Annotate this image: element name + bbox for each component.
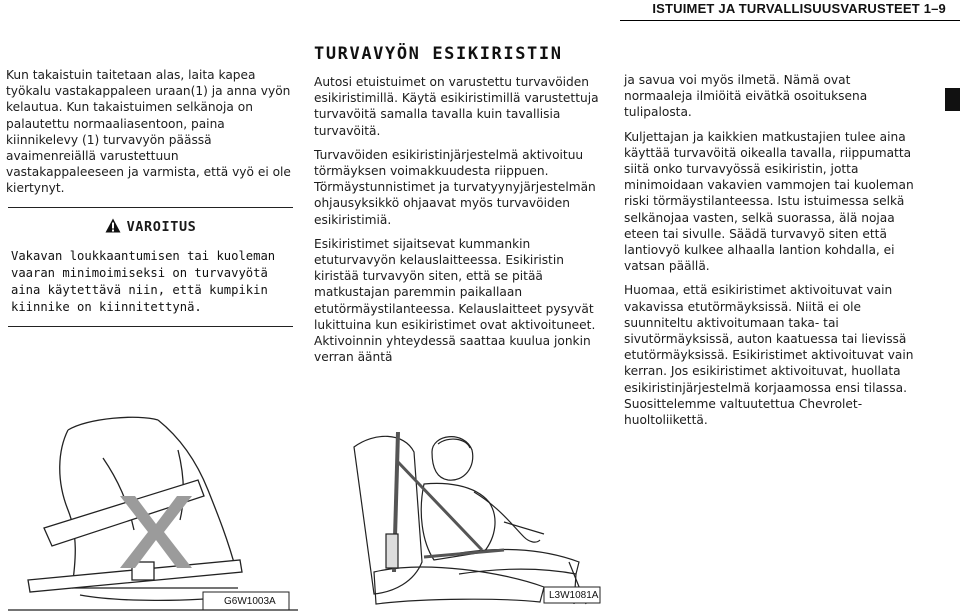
figure-code: G6W1003A [224,596,276,607]
seating-instructions: Kuljettajan ja kaikkien matkustajien tulee aina käyttää turvavöitä oikealla tavalla, riippumatta siitä onko turvavyössä esikiristin, jotta minimoidaan vakavien vammojen tai kuoleman riski törmäystilanteessa. Istu istuimessa selkä selkänojaa vasten, selkä suorassa, älä nojaa eteen tai sivulle. Säädä turvavyö siten että lantiovyö kulkee alhaalla lantion kohdalla, ei vatsan päällä. [624,129,914,274]
figure-code: L3W1081A [549,590,599,601]
warning-triangle-icon [105,218,121,237]
intro-paragraph: Kun takaistuin taitetaan alas, laita kapea työkalu vastakappaleen uraan(1) ja anna vyön kelautua. Kun takaistuimen selkänoja on palautettu normaaliasentoon, paina kiinnikelevy (1) turvavyön päässä avaimenreiällä varustettuun vastakappaleeseen ja varmista, että vyö ei ole kiertynyt. [6,68,291,196]
chapter-tab-marker [945,88,960,111]
seatbelt-misuse-illustration [8,410,298,612]
middle-column [314,74,604,373]
seated-occupant-figure [314,422,604,612]
right-column [624,72,916,436]
section-heading: TURVAVYÖN ESIKIRISTIN [314,44,563,64]
warning-text: Vakavan loukkaantumisen tai kuoleman vaaran minimoimiseksi on turvavyötä aina käytettävä niin, että kumpikin kiinnike on kiinnitettynä. [11,249,276,314]
running-header [620,0,960,21]
warning-title: VAROITUS [126,219,197,235]
seatbelt-misuse-figure [8,410,298,612]
warning-box [8,207,293,327]
running-header-title: ISTUIMET JA TURVALLISUUSVARUSTEET 1–9 [652,1,946,16]
pretensioner-location: Esikiristimet sijaitsevat kummankin etuturvavyön kelauslaitteessa. Esikiristin kiristää turvavyön siten, että se pitää matkustajan paremmin paikallaan etutörmäystilanteessa. Kelauslaitteet pysyvät lukittuina kun esikiristimet ovat aktivoituneet. Aktivoinnin yhteydessä saattaa kuulua jonkin verran ääntä [314,236,596,365]
smoke-note: ja savua voi myös ilmetä. Nämä ovat normaaleja ilmiöitä eivätkä osoituksena tulipalosta. [624,73,868,120]
seated-occupant-illustration [314,422,604,612]
warning-heading [8,218,293,237]
activation-note: Huomaa, että esikiristimet aktivoituvat vain vakavissa etutörmäyksissä. Niitä ei ole suunniteltu aktivoitumaan taka- tai sivutörmäyksissä, auton kaatuessa tai lievissä etutörmäyksissä. Esikiristimet aktivoituvat vain kerran. Jos esikiristimet aktivoituvat, huollata esikiristinjärjestelmä korjaamossa ensi tilassa. Suosittelemme valtuutettua Chevrolet-huoltoliikettä. [624,283,914,428]
pretensioner-activation: Turvavöiden esikiristinjärjestelmä aktivoituu törmäyksen voimakkuudesta riippuen. Törmäystunnistimet ja turvatyynyjärjestelmän ohjausyksikkö ohjaavat myös turvavöiden esikiristimiä. [314,147,596,227]
pretensioner-intro: Autosi etuistuimet on varustettu turvavöiden esikiristimillä. Käytä esikiristimillä varustettuja turvavöitä samalla tavalla kuin tavallisia turvavöitä. [314,75,599,138]
left-column [6,67,295,205]
